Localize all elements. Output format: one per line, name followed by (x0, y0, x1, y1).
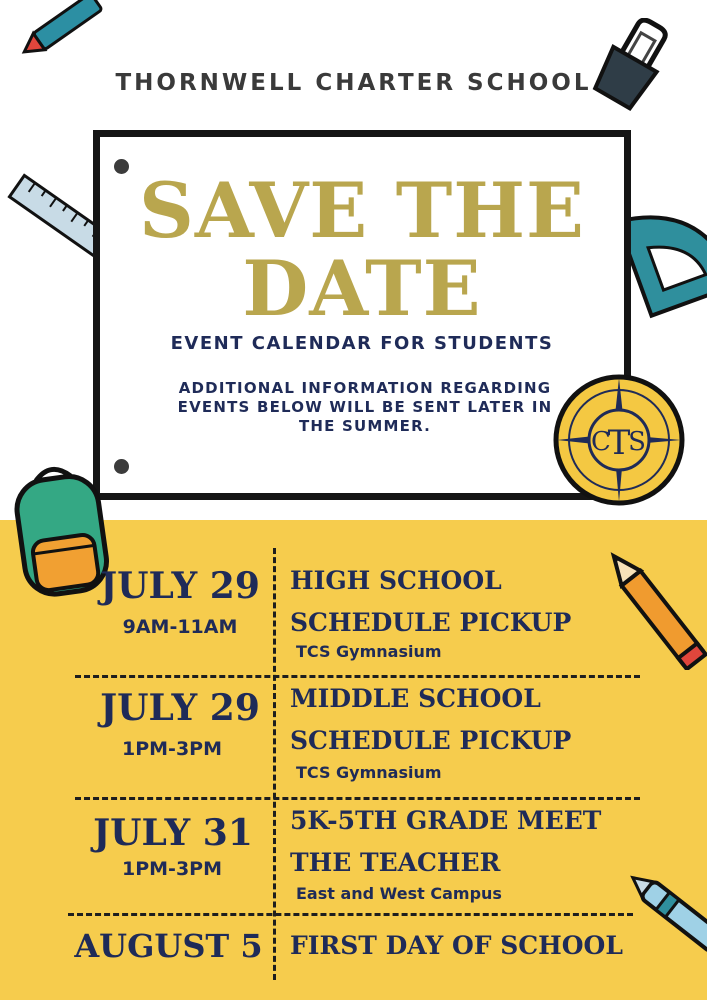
event-title (290, 800, 601, 884)
headline (100, 166, 624, 333)
event-title (290, 678, 571, 762)
event-time: 1PM-3PM (122, 738, 222, 760)
event-title-line-1: HIGH SCHOOL (290, 566, 502, 595)
event-location: TCS Gymnasium (296, 763, 442, 782)
schedule-row-divider (68, 913, 633, 916)
subheading: EVENT CALENDAR FOR STUDENTS (170, 333, 554, 354)
crayon-icon (14, 0, 104, 60)
event-date: JULY 31 (93, 812, 253, 854)
event-title (290, 560, 571, 644)
event-title-line-2: SCHEDULE PICKUP (290, 726, 572, 755)
event-title-line-1: MIDDLE SCHOOL (290, 684, 541, 713)
event-title-line-1: 5K-5TH GRADE MEET (290, 806, 602, 835)
event-time: 9AM-11AM (122, 616, 238, 638)
punch-hole-bottom (114, 459, 129, 474)
event-time: 1PM-3PM (122, 858, 222, 880)
event-title-line-2: SCHEDULE PICKUP (290, 608, 572, 637)
event-date: AUGUST 5 (74, 927, 263, 965)
event-date: JULY 29 (100, 687, 260, 729)
note-line-2: EVENTS BELOW WILL BE SENT LATER IN (177, 398, 553, 416)
event-date: JULY 29 (100, 565, 260, 607)
pen-icon (630, 858, 707, 958)
event-title-line-2: THE TEACHER (290, 848, 501, 877)
note-line-1: ADDITIONAL INFORMATION REGARDING (178, 379, 552, 397)
seal-letter-s: S (628, 427, 646, 457)
headline-line-1: SAVE THE (139, 166, 585, 255)
binder-clip-icon (580, 18, 680, 118)
additional-info-note (150, 379, 580, 436)
school-name: THORNWELL CHARTER SCHOOL (115, 70, 592, 96)
event-location: East and West Campus (296, 884, 502, 903)
seal-letter-c: C (591, 427, 611, 457)
event-title-line-1: FIRST DAY OF SCHOOL (290, 931, 623, 960)
pencil-icon (596, 545, 707, 670)
seal-letter-t: T (607, 423, 631, 463)
note-line-3: THE SUMMER. (298, 417, 432, 435)
school-seal-logo (551, 372, 687, 508)
headline-line-2: DATE (242, 244, 482, 333)
event-location: TCS Gymnasium (296, 642, 442, 661)
event-title (290, 925, 623, 967)
